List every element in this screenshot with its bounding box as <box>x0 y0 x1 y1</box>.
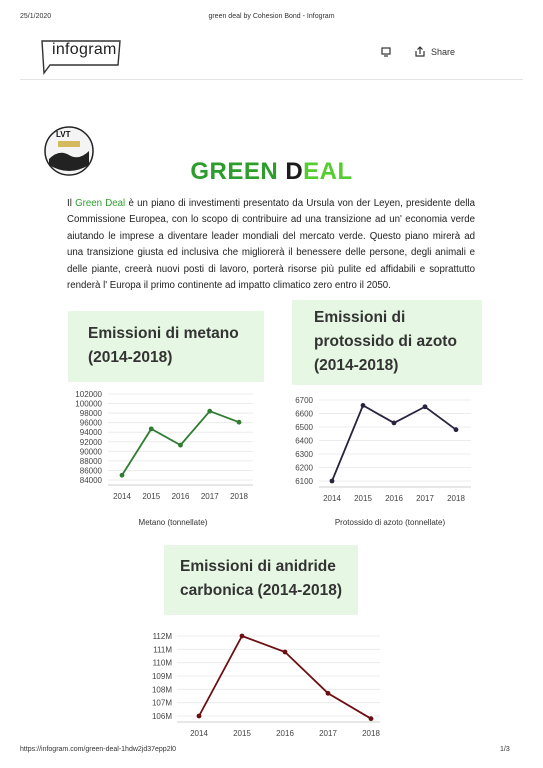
co2-x-tick-label: 2016 <box>276 729 294 738</box>
n2o-data-point[interactable] <box>392 421 397 426</box>
methane-y-tick-label: 102000 <box>75 390 102 399</box>
co2-series-line <box>199 636 371 719</box>
methane-y-tick-label: 100000 <box>75 399 102 409</box>
n2o-chart <box>281 393 477 508</box>
co2-chart <box>140 628 390 743</box>
co2-data-point[interactable] <box>197 714 202 719</box>
n2o-data-point[interactable] <box>361 403 366 408</box>
co2-data-point[interactable] <box>326 691 331 696</box>
methane-x-tick-label: 2017 <box>200 492 219 501</box>
n2o-y-tick-label: 6100 <box>295 477 313 486</box>
methane-y-tick-label: 84000 <box>79 476 102 485</box>
n2o-data-point[interactable] <box>454 427 459 432</box>
n2o-chart-caption: Protossido di azoto (tonnellate) <box>334 518 446 527</box>
n2o-x-tick-label: 2014 <box>323 494 341 503</box>
n2o-y-tick-label: 6200 <box>295 463 313 473</box>
n2o-x-tick-label: 2015 <box>354 494 372 503</box>
co2-x-tick-label: 2015 <box>233 729 251 738</box>
share-button[interactable]: Share <box>431 47 456 57</box>
topbar-divider <box>20 79 523 80</box>
n2o-card-title-line1: Emissioni di <box>314 309 406 326</box>
methane-data-point[interactable] <box>178 443 183 448</box>
page-title: GREEN DEAL <box>190 158 353 185</box>
methane-y-tick-label: 98000 <box>79 409 102 419</box>
methane-x-tick-label: 2015 <box>142 492 161 501</box>
methane-data-point[interactable] <box>120 473 125 478</box>
co2-y-tick-label: 106M <box>151 712 172 721</box>
methane-y-tick-label: 96000 <box>79 418 102 428</box>
co2-y-tick-label: 112M <box>152 632 172 641</box>
co2-y-tick-label: 107M <box>151 698 172 708</box>
n2o-y-tick-label: 6300 <box>295 450 313 459</box>
n2o-x-tick-label: 2016 <box>385 494 403 503</box>
co2-data-point[interactable] <box>283 650 288 655</box>
n2o-x-tick-label: 2017 <box>416 494 434 503</box>
intro-paragraph: Il Green Deal è un piano di investimenti presentato da Ursula von der Leyen, presidente della Commissione Europea, con lo scopo di contribuire ad una transizione ad un' economia verde aiutando le imprese a diventare leader mondiali del mercato verde. Questo piano mirerà ad una transizione giusta ed inclusiva che migliorerà il benessere delle persone, degli animali e delle piante, creerà nuovi posti di lavoro, porterà risorse più pulite ed affidabili e soprattutto renderà l' Europa il primo continente ad impatto climatico zero entro il 2050. <box>67 198 475 292</box>
methane-card-title-line1: Emissioni di metano <box>88 325 239 342</box>
methane-card <box>68 311 264 382</box>
methane-data-point[interactable] <box>237 420 242 425</box>
methane-x-tick-label: 2016 <box>171 492 190 501</box>
methane-x-tick-label: 2018 <box>230 492 248 501</box>
co2-x-tick-label: 2017 <box>319 729 337 738</box>
print-page: 1/3 <box>500 746 510 753</box>
methane-y-tick-label: 90000 <box>79 447 102 457</box>
print-title: green deal by Cohesion Bond - Infogram <box>208 13 335 20</box>
co2-card-title-line1: Emissioni di anidride <box>180 558 336 575</box>
methane-y-tick-label: 92000 <box>79 437 102 447</box>
n2o-card-title-line3: (2014-2018) <box>314 357 399 374</box>
co2-y-tick-label: 109M <box>151 672 172 681</box>
green-deal-highlight: Green Deal <box>75 198 126 209</box>
n2o-data-point[interactable] <box>330 479 335 484</box>
methane-y-tick-label: 86000 <box>79 466 102 476</box>
methane-data-point[interactable] <box>149 426 154 431</box>
co2-card <box>164 545 358 615</box>
methane-card-title-line2: (2014-2018) <box>88 349 173 366</box>
co2-y-tick-label: 111M <box>153 645 172 655</box>
co2-x-tick-label: 2018 <box>362 729 380 738</box>
n2o-y-tick-label: 6500 <box>295 423 313 432</box>
methane-data-point[interactable] <box>207 409 212 414</box>
n2o-y-tick-label: 6600 <box>295 409 313 419</box>
n2o-series-line <box>332 405 456 481</box>
co2-card-title-line2: carbonica (2014-2018) <box>180 582 342 599</box>
methane-y-tick-label: 94000 <box>79 428 102 438</box>
present-icon[interactable] <box>381 47 391 57</box>
methane-chart-caption: Metano (tonnellate) <box>138 518 208 527</box>
co2-data-point[interactable] <box>369 716 374 721</box>
co2-x-tick-label: 2014 <box>190 729 208 738</box>
methane-x-tick-label: 2014 <box>113 492 131 501</box>
print-url: https://infogram.com/green-deal-1hdw2jd37epp2l0 <box>20 746 177 753</box>
share-icon[interactable] <box>414 46 426 58</box>
svg-text:LVT: LVT <box>56 130 71 139</box>
co2-data-point[interactable] <box>240 634 245 639</box>
n2o-data-point[interactable] <box>423 404 428 409</box>
methane-y-tick-label: 88000 <box>79 456 102 466</box>
logo-text: infogram <box>52 41 117 58</box>
co2-y-tick-label: 110M <box>152 658 172 668</box>
co2-y-tick-label: 108M <box>151 685 172 695</box>
n2o-card-title-line2: protossido di azoto <box>314 333 457 350</box>
print-date: 25/1/2020 <box>20 13 52 20</box>
n2o-y-tick-label: 6400 <box>295 436 313 446</box>
n2o-x-tick-label: 2018 <box>447 494 465 503</box>
methane-chart <box>68 386 264 508</box>
n2o-y-tick-label: 6700 <box>295 396 313 405</box>
n2o-card <box>292 300 482 385</box>
